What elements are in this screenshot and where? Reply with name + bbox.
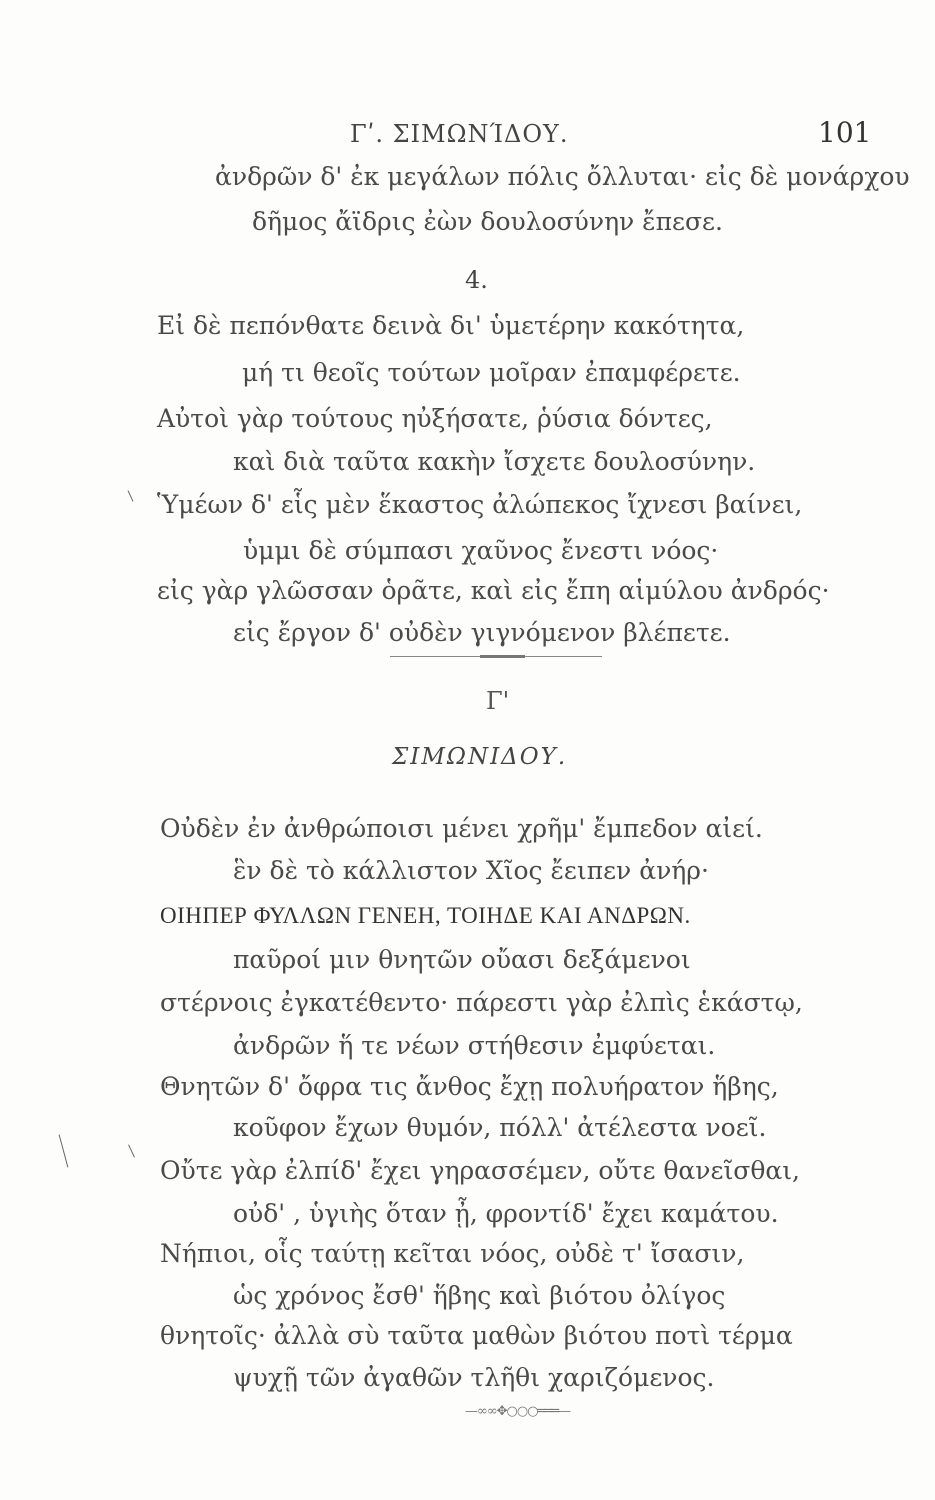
verse-line: ἀνδρῶν ἥ τε νέων στήθεσιν ἐμφύεται. [233, 1031, 716, 1060]
margin-mark [128, 1144, 135, 1157]
verse-line: ὑμμι δὲ σύμπασι χαῦνος ἔνεστι νόος· [243, 536, 719, 565]
verse-line: κοῦφον ἔχων θυμόν, πόλλ' ἀτέλεστα νοεῖ. [233, 1113, 767, 1142]
margin-mark [59, 1134, 69, 1167]
section-title: ΣΙΜΩΝΙΔΟΥ. [392, 744, 568, 770]
verse-line: Οὔτε γὰρ ἐλπίδ' ἔχει γηρασσέμεν, οὔτε θανεῖσθαι, [160, 1156, 801, 1185]
verse-line: παῦροί μιν θνητῶν οὔασι δεξάμενοι [233, 945, 691, 974]
verse-line-capitals: ΟΙΗΠΕΡ ΦΥΛΛΩΝ ΓΕΝΕΗ, ΤΟΙΗΔΕ ΚΑΙ ΑΝΔΡΩΝ. [160, 903, 691, 928]
verse-line: μή τι θεοῖς τούτων μοῖραν ἐπαμφέρετε. [242, 358, 741, 387]
verse-line: καὶ διὰ ταῦτα κακὴν ἴσχετε δουλοσύνην. [233, 447, 756, 476]
verse-line: Θνητῶν δ' ὄφρα τις ἄνθος ἔχῃ πολυήρατον ἥβης, [160, 1072, 779, 1101]
running-header: Γʹ. ΣΙΜΩΝΊΔΟΥ. [350, 120, 569, 148]
verse-line: ἀνδρῶν δ' ἐκ μεγάλων πόλις ὄλλυται· εἰς δὲ μονάρχου [215, 162, 910, 191]
verse-line: ὡς χρόνος ἔσθ' ἥβης καὶ βιότου ὀλίγος [233, 1281, 726, 1310]
verse-line: οὐδ' , ὑγιὴς ὅταν ᾖ, φροντίδ' ἔχει καμάτου. [233, 1199, 779, 1228]
verse-line: ψυχῇ τῶν ἀγαθῶν τλῆθι χαριζόμενος. [233, 1363, 715, 1392]
verse-line: στέρνοις ἐγκατέθεντο· πάρεστι γὰρ ἐλπὶς ἑκάστῳ, [160, 988, 803, 1017]
section-divider [390, 656, 602, 657]
verse-line: εἰς ἔργον δ' οὐδὲν γιγνόμενον βλέπετε. [233, 618, 731, 647]
section-number: 4. [465, 266, 488, 294]
section-letter: Γ' [486, 687, 510, 715]
end-ornament: —∞∞✥○○○═══— [465, 1404, 571, 1419]
verse-line: Αὐτοὶ γὰρ τούτους ηὐξήσατε, ῥύσια δόντες, [157, 404, 713, 433]
verse-line: Οὐδὲν ἐν ἀνθρώποισι μένει χρῆμ' ἔμπεδον αἰεί. [160, 814, 763, 843]
margin-mark [128, 490, 134, 501]
verse-line: Ὑμέων δ' εἷς μὲν ἕκαστος ἀλώπεκος ἴχνεσι βαίνει, [157, 490, 803, 519]
verse-line: εἰς γὰρ γλῶσσαν ὁρᾶτε, καὶ εἰς ἔπη αἱμύλου ἀνδρός· [157, 576, 830, 605]
verse-line: Νήπιοι, οἷς ταύτῃ κεῖται νόος, οὐδὲ τ' ἴσασιν, [160, 1239, 745, 1268]
verse-line: θνητοῖς· ἀλλὰ σὺ ταῦτα μαθὼν βιότου ποτὶ τέρμα [160, 1321, 793, 1350]
page-number: 101 [818, 116, 872, 149]
verse-line: δῆμος ἄϊδρις ἐὼν δουλοσύνην ἔπεσε. [252, 207, 723, 236]
verse-line: ἓν δὲ τὸ κάλλιστον Χῖος ἔειπεν ἀνήρ· [233, 856, 709, 885]
verse-line: Εἰ δὲ πεπόνθατε δεινὰ δι' ὑμετέρην κακότητα, [157, 311, 745, 340]
